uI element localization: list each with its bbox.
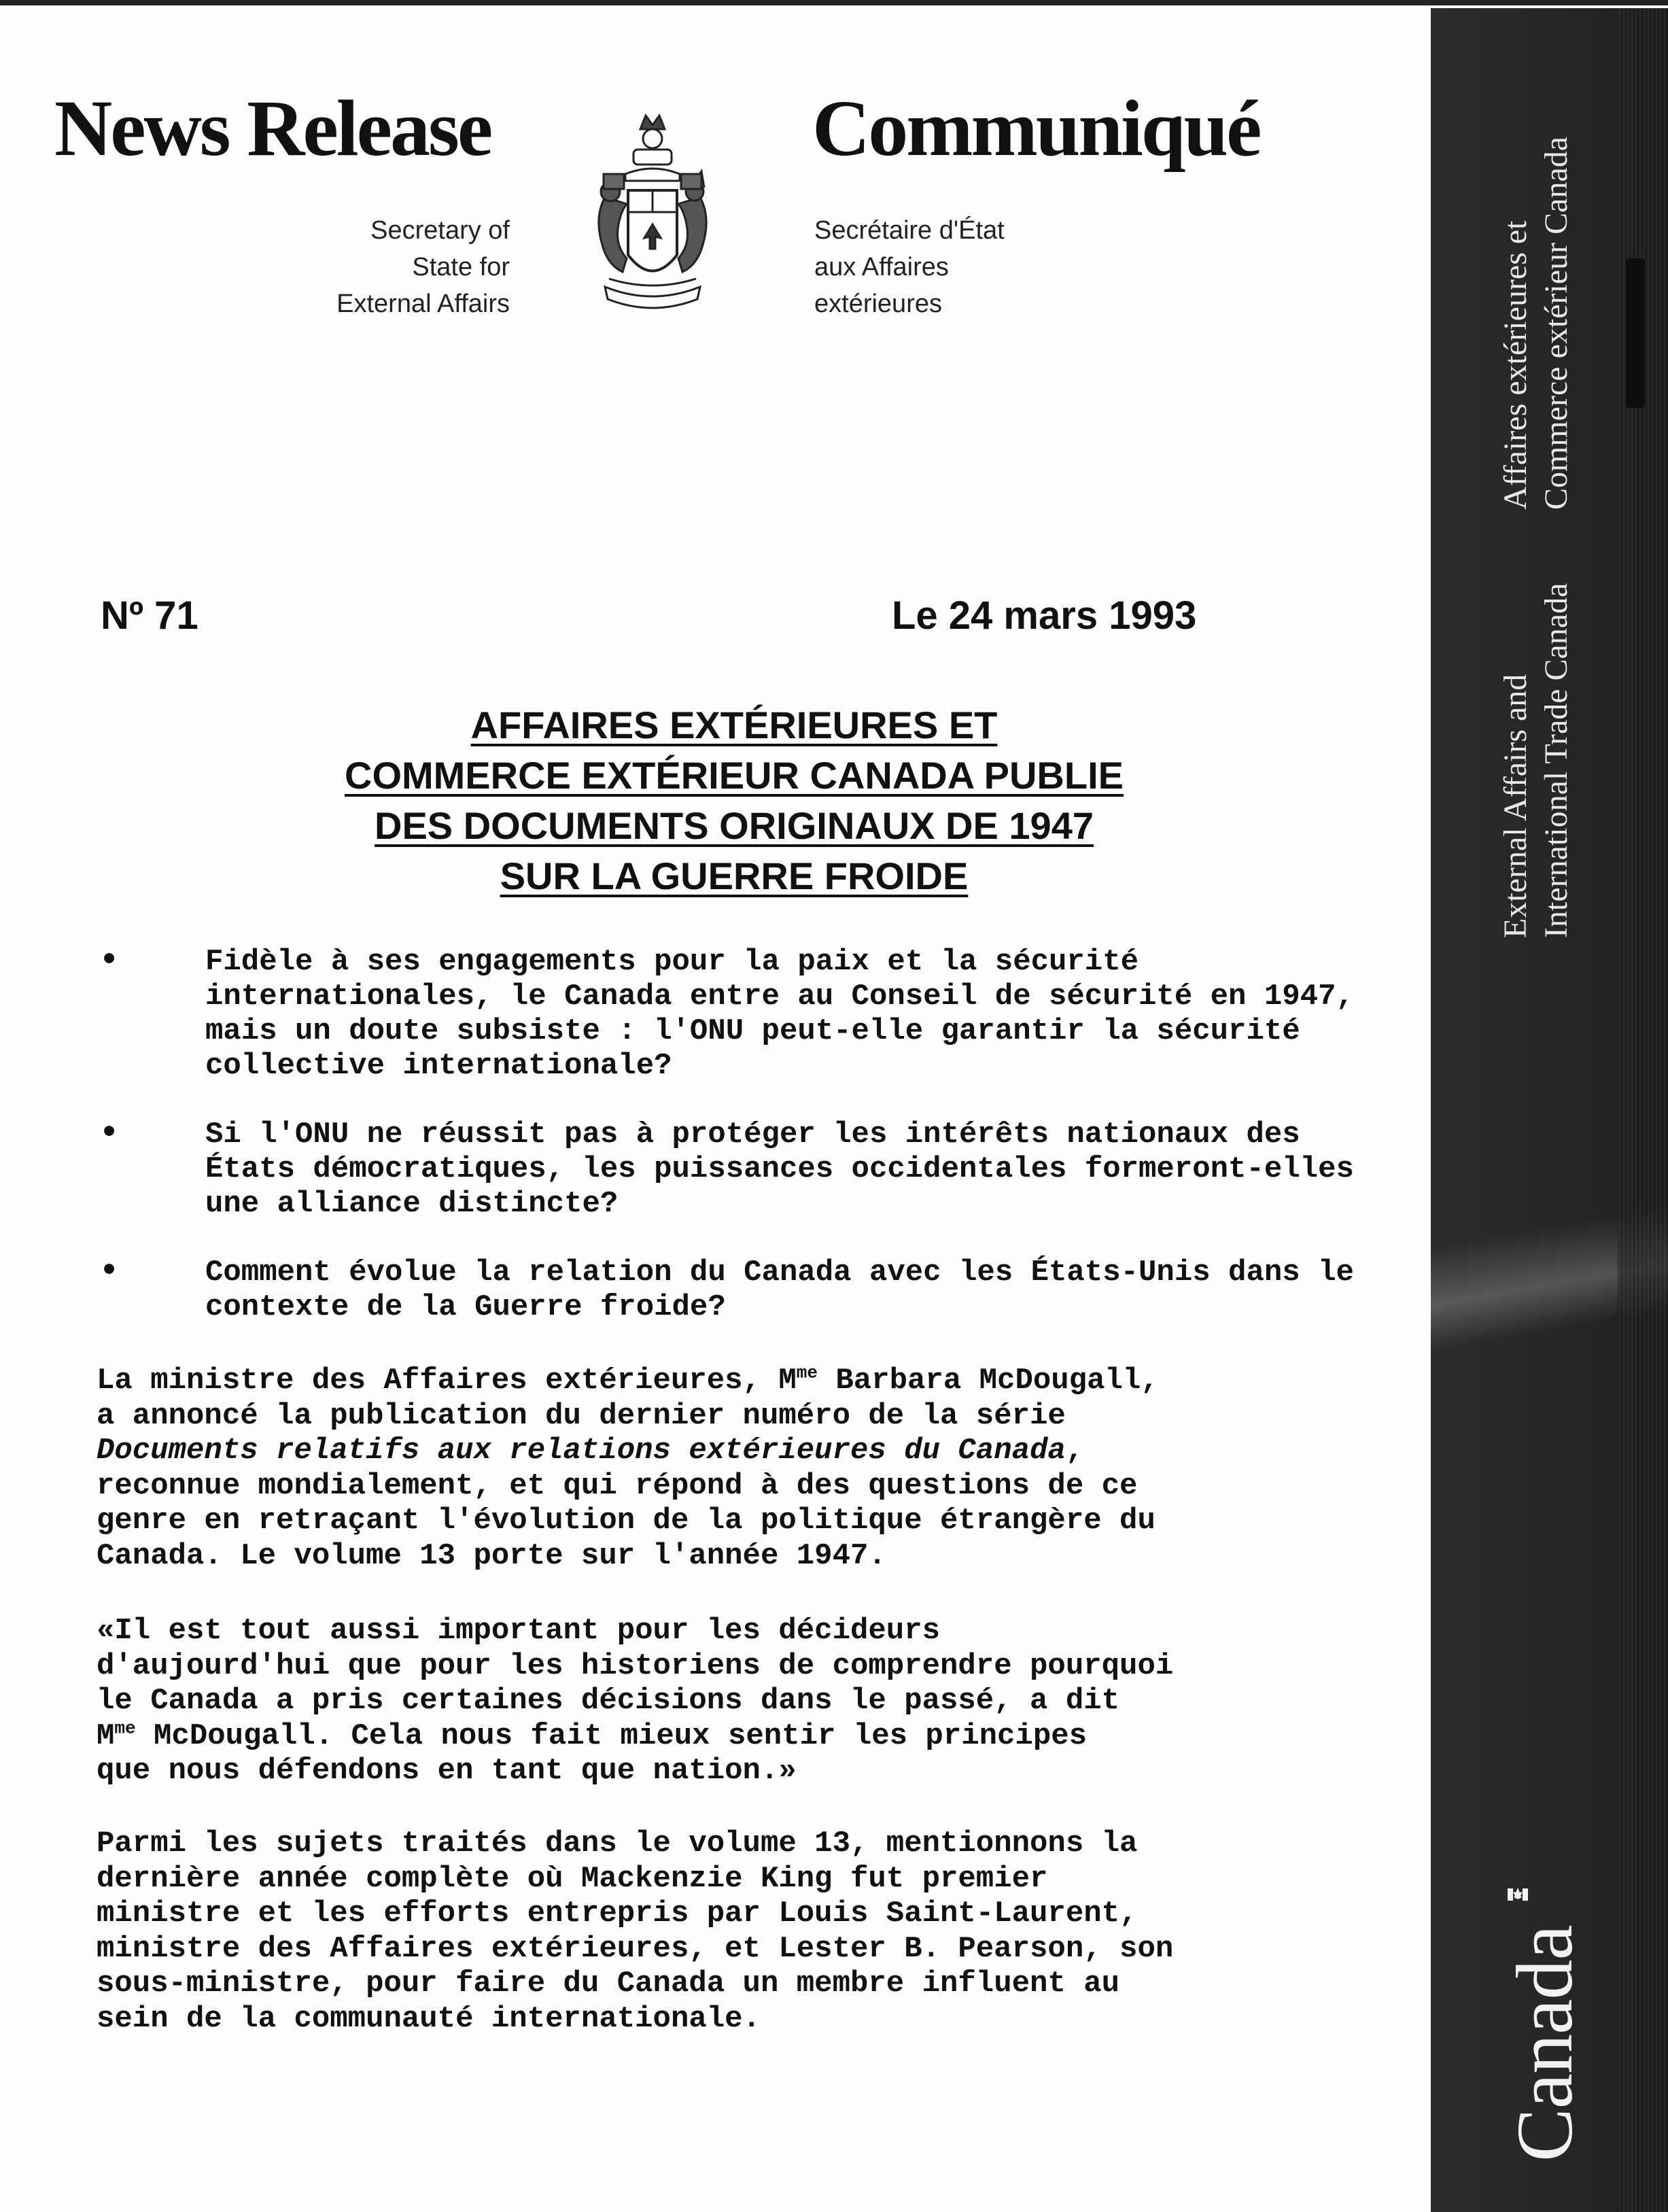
department-line: State for <box>412 253 510 281</box>
canada-wordmark: Canada <box>1500 1925 1589 2162</box>
headline-text: AFFAIRES EXTÉRIEURES ET <box>470 704 998 746</box>
superscript: me <box>796 1362 818 1383</box>
sidebar-line: Affaires extérieures et <box>1497 220 1533 510</box>
department-line: Secrétaire d'État <box>814 216 1005 245</box>
top-border <box>0 0 1668 5</box>
paragraph-quote <box>97 1614 1415 1789</box>
sidebar-line: Commerce extérieur Canada <box>1538 136 1574 510</box>
headline-line <box>204 851 1264 901</box>
release-number: Nº 71 <box>101 593 198 638</box>
text-segment: Barbara McDougall, <box>818 1364 1159 1398</box>
text-line <box>97 1364 1415 1399</box>
text-segment: , <box>1065 1434 1084 1468</box>
headline-line <box>204 750 1264 801</box>
text-line: Canada. Le volume 13 porte sur l'année 1947. <box>97 1538 886 1573</box>
sidebar-department-en <box>1495 530 1577 938</box>
text-line: ministre des Affaires extérieures, et Lester B. Pearson, son <box>97 1931 1174 1966</box>
text-line: a annoncé la publication du dernier numéro de la série <box>97 1398 1066 1433</box>
text-line: reconnue mondialement, et qui répond à des questions de ce <box>97 1468 1138 1503</box>
superscript: me <box>114 1717 136 1738</box>
text-line: d'aujourd'hui que pour les historiens de comprendre pourquoi <box>97 1648 1174 1683</box>
bullet-list <box>95 945 1387 1359</box>
department-line: aux Affaires <box>814 253 949 281</box>
title-news-release: News Release <box>54 84 491 173</box>
headline-text: SUR LA GUERRE FROIDE <box>500 854 969 897</box>
text-segment: McDougall. Cela nous fait mieux sentir les principes <box>135 1718 1088 1753</box>
release-headline <box>204 700 1264 901</box>
department-name-fr <box>814 212 1086 322</box>
text-line: sous-ministre, pour faire du Canada un membre influent au <box>97 1967 1120 2001</box>
department-line: External Affairs <box>336 290 510 318</box>
text-line: le Canada a pris certaines décisions dans le passé, a dit <box>97 1684 1120 1718</box>
text-line: sein de la communauté internationale. <box>97 2001 761 2036</box>
department-line: Secretary of <box>370 216 510 245</box>
headline-text: COMMERCE EXTÉRIEUR CANADA PUBLIE <box>345 754 1124 797</box>
text-line: dernière année complète où Mackenzie King fut premier <box>97 1861 1048 1896</box>
text-segment: M <box>97 1718 115 1753</box>
department-line: extérieures <box>814 290 942 318</box>
text-line: genre en retraçant l'évolution de la politique étrangère du <box>97 1504 1156 1538</box>
title-communique: Communiqué <box>812 84 1260 173</box>
flag-icon <box>1508 1884 1528 1905</box>
text-line: «Il est tout aussi important pour les décideurs <box>97 1614 941 1648</box>
text-line: ministre et les efforts entrepris par Louis Saint-Laurent, <box>97 1897 1138 1931</box>
release-date: Le 24 mars 1993 <box>892 593 1197 638</box>
bullet-item: • Fidèle à ses engagements pour la paix et la sécurité internationales, le Canada entre au Conseil de sécurité en 1947, mais un doute subsiste : l'ONU peut-elle garantir la sécurité collective internationale? <box>95 945 1387 1084</box>
bullet-item: • Comment évolue la relation du Canada avec les États-Unis dans le contexte de la Guerre froide? <box>95 1256 1387 1325</box>
department-name-en <box>285 212 510 322</box>
sidebar-line: International Trade Canada <box>1538 583 1574 938</box>
paragraph-announcement <box>97 1364 1415 1574</box>
headline-text: DES DOCUMENTS ORIGINAUX DE 1947 <box>375 804 1094 847</box>
headline-line <box>204 700 1264 750</box>
text-segment: La ministre des Affaires extérieures, M <box>97 1364 797 1398</box>
text-line: Parmi les sujets traités dans le volume 13, mentionnons la <box>97 1827 1138 1861</box>
coat-of-arms-icon <box>585 109 720 333</box>
series-title: Documents relatifs aux relations extérieures du Canada <box>97 1434 1066 1468</box>
bullet-item: • Si l'ONU ne réussit pas à protéger les intérêts nationaux des États démocratiques, les puissances occidentales formeront-elles une alliance distincte? <box>95 1118 1387 1222</box>
headline-line <box>204 801 1264 851</box>
text-line: que nous défendons en tant que nation.» <box>97 1754 797 1788</box>
paragraph-topics <box>97 1827 1415 2037</box>
sidebar-line: External Affairs and <box>1497 674 1533 938</box>
binder-tab <box>1626 258 1645 408</box>
text-line <box>97 1434 1415 1469</box>
text-line <box>97 1719 1415 1755</box>
sidebar-department-fr <box>1495 61 1577 510</box>
